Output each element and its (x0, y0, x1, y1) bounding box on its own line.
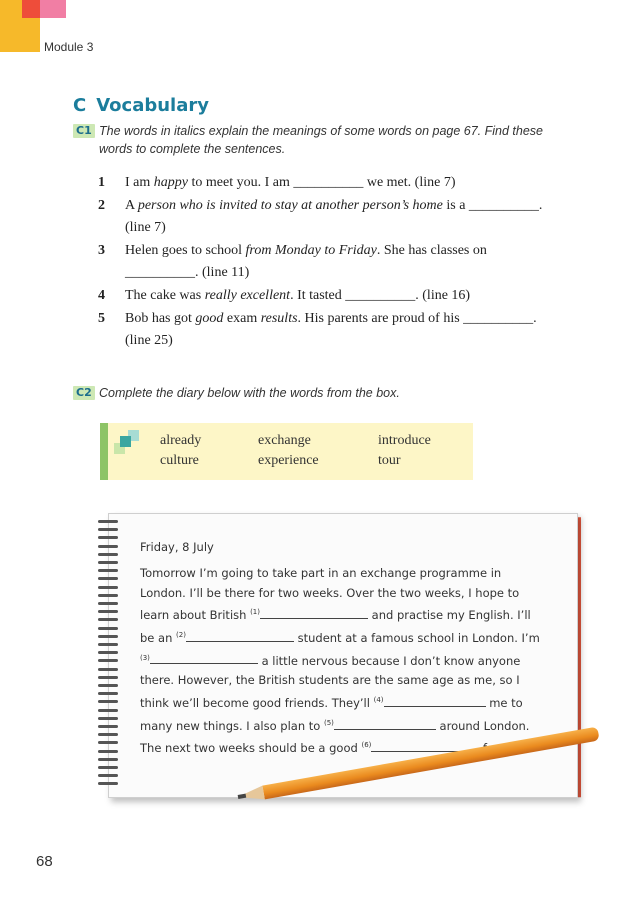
blank-number: (6) (361, 741, 372, 750)
diary-date: Friday, 8 July (140, 540, 214, 554)
spiral-coil (98, 684, 118, 687)
spiral-coil (98, 668, 118, 671)
exercise1-instruction (73, 122, 573, 158)
spiral-coil (98, 725, 118, 728)
sentence-text: . She has classes on __________. (line 11) (125, 243, 487, 280)
section-heading: Vocabulary (96, 95, 209, 116)
sentence-3 (98, 240, 558, 284)
sentence-text: Helen goes to school (125, 243, 246, 258)
sentence-number: 1 (98, 175, 105, 190)
spiral-coil (98, 717, 118, 720)
word-introduce: introduce (378, 433, 431, 448)
sentence-italic: really excellent (204, 288, 291, 303)
section-title (73, 95, 209, 116)
diary-text-segment: Tomorrow I’m going to take part in an exchange programme in London. I’ll be there for two weeks. Over the two weeks, I hope to learn about British (140, 565, 520, 623)
spiral-coil (98, 676, 118, 679)
diary-text (140, 564, 548, 759)
spiral-coil (98, 741, 118, 744)
sentence-italic: happy (153, 175, 188, 190)
exercise2-instruction (73, 384, 573, 402)
word-tour: tour (378, 453, 401, 468)
diary-entry (140, 538, 548, 759)
diary-text-segment: me to many new things. I also plan to (140, 695, 523, 733)
spiral-coil (98, 651, 118, 654)
spiral-coil (98, 635, 118, 638)
word-experience: experience (258, 453, 319, 468)
sentence-text: I am (125, 175, 154, 190)
sentence-text: . His parents are proud of his __________. (line 25) (125, 311, 537, 348)
sentence-text: Bob has got (125, 311, 196, 326)
word-box (100, 423, 473, 480)
spiral-coil (98, 700, 118, 703)
spiral-coil (98, 545, 118, 548)
blank-4[interactable] (384, 695, 486, 707)
page-number: 68 (36, 853, 53, 870)
exercise1-tag: C1 (73, 124, 95, 138)
section-letter: C (73, 95, 87, 116)
blank-number: (1) (250, 608, 260, 617)
spiral-coil (98, 553, 118, 556)
spiral-coil (98, 709, 118, 712)
blank-number: (5) (323, 718, 334, 727)
module-label: Module 3 (44, 40, 94, 54)
sentence-number: 4 (98, 288, 105, 303)
spiral-coil (98, 586, 118, 589)
spiral-coil (98, 528, 118, 531)
spiral-coil (98, 577, 118, 580)
sentence-italic: good (195, 311, 224, 326)
spiral-coil (98, 594, 118, 597)
spiral-coil (98, 569, 118, 572)
spiral-coil (98, 733, 118, 736)
sentence-1 (98, 172, 558, 194)
spiral-coil (98, 774, 118, 777)
sentence-list (98, 172, 558, 353)
diary-text-segment: student at a famous school in London. I’m (297, 630, 540, 645)
sentence-text: The cake was (125, 288, 205, 303)
sentence-4 (98, 285, 558, 307)
blank-number: (3) (140, 653, 150, 662)
corner-decoration-pink (40, 0, 66, 18)
spiral-coil (98, 536, 118, 539)
sentence-5 (98, 308, 558, 352)
box-decoration-icon (120, 436, 131, 447)
blank-3[interactable] (150, 652, 258, 664)
diary-text-segment: around London. The next two weeks should be a good (140, 718, 530, 756)
sentence-text: A (125, 198, 138, 213)
diary-text-segment: a little nervous because I don’t know anyone there. However, the British students are the same age as me, so I think we’ll become good friends. They’ll (140, 653, 521, 710)
blank-number: (4) (373, 696, 384, 705)
blank-1[interactable] (260, 607, 368, 619)
spiral-coil (98, 618, 118, 621)
sentence-text: . It tasted __________. (line 16) (290, 288, 471, 303)
diary-text-segment: and practise my English. I’ll be an (140, 608, 531, 645)
spiral-coil (98, 561, 118, 564)
exercise2-instruction-text: Complete the diary below with the words from the box. (99, 386, 400, 400)
spiral-coil (98, 602, 118, 605)
sentence-text: exam (223, 311, 261, 326)
spiral-coil (98, 750, 118, 753)
spiral-coil (98, 692, 118, 695)
spiral-coil (98, 782, 118, 785)
spiral-coil (98, 758, 118, 761)
sentence-number: 3 (98, 243, 105, 258)
blank-5[interactable] (334, 718, 436, 730)
spiral-coil (98, 643, 118, 646)
spiral-coil (98, 520, 118, 523)
corner-decoration-red (22, 0, 40, 18)
exercise1-instruction-text: The words in italics explain the meanings of some words on page 67. Find these words to complete the sentences. (99, 124, 543, 156)
sentence-italic: person who is invited to stay at another person’s home (137, 198, 443, 213)
blank-number: (2) (176, 631, 186, 640)
sentence-italic: from Monday to Friday (245, 243, 377, 258)
sentence-text: to meet you. I am __________ we met. (line 7) (187, 175, 456, 190)
word-already: already (160, 433, 202, 448)
sentence-text: is a __________. (line 7) (125, 198, 543, 235)
spiral-coil (98, 659, 118, 662)
sentence-2 (98, 195, 558, 239)
blank-2[interactable] (186, 630, 294, 642)
spiral-coil (98, 627, 118, 630)
sentence-number: 5 (98, 311, 105, 326)
sentence-number: 2 (98, 198, 105, 213)
sentence-italic: results (260, 311, 298, 326)
word-exchange: exchange (258, 433, 311, 448)
exercise2-tag: C2 (73, 386, 95, 400)
word-culture: culture (160, 453, 199, 468)
spiral-coil (98, 766, 118, 769)
notebook-spiral-icon (98, 520, 120, 790)
spiral-coil (98, 610, 118, 613)
